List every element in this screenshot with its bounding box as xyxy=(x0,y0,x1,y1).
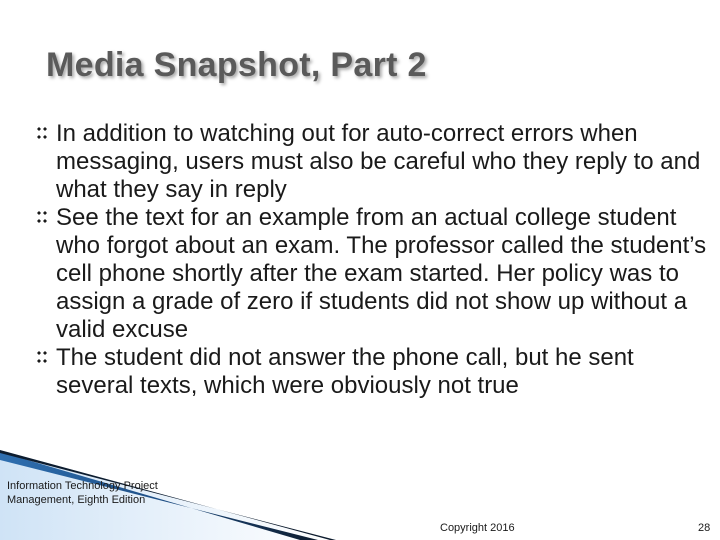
bullet-text: The student did not answer the phone call, but he sent several texts, which were obviously not true xyxy=(56,344,634,399)
bullet-text: See the text for an example from an actual college student who forgot about an exam. The professor called the student’s cell phone shortly after the exam started. Her policy was to assign a grade of zero if students did not show up without a valid excuse xyxy=(56,204,707,343)
quad-diamond-bullet-icon xyxy=(36,210,48,224)
bullet-item xyxy=(36,120,716,204)
footer-copyright: Copyright 2016 xyxy=(440,522,515,534)
bullet-text: In addition to watching out for auto-correct errors when messaging, users must also be careful who they reply to and what they say in reply xyxy=(56,120,701,203)
footer-book-title xyxy=(7,479,158,507)
bullet-item xyxy=(36,344,716,400)
bullet-item xyxy=(36,204,716,344)
slide-title: Media Snapshot, Part 2 xyxy=(46,46,427,84)
quad-diamond-bullet-icon xyxy=(36,350,48,364)
bullet-list xyxy=(36,120,716,400)
quad-diamond-bullet-icon xyxy=(36,126,48,140)
footer-book-line: Information Technology Project xyxy=(7,480,158,492)
footer-page-number: 28 xyxy=(698,522,711,534)
footer-book-line: Management, Eighth Edition xyxy=(7,494,146,506)
